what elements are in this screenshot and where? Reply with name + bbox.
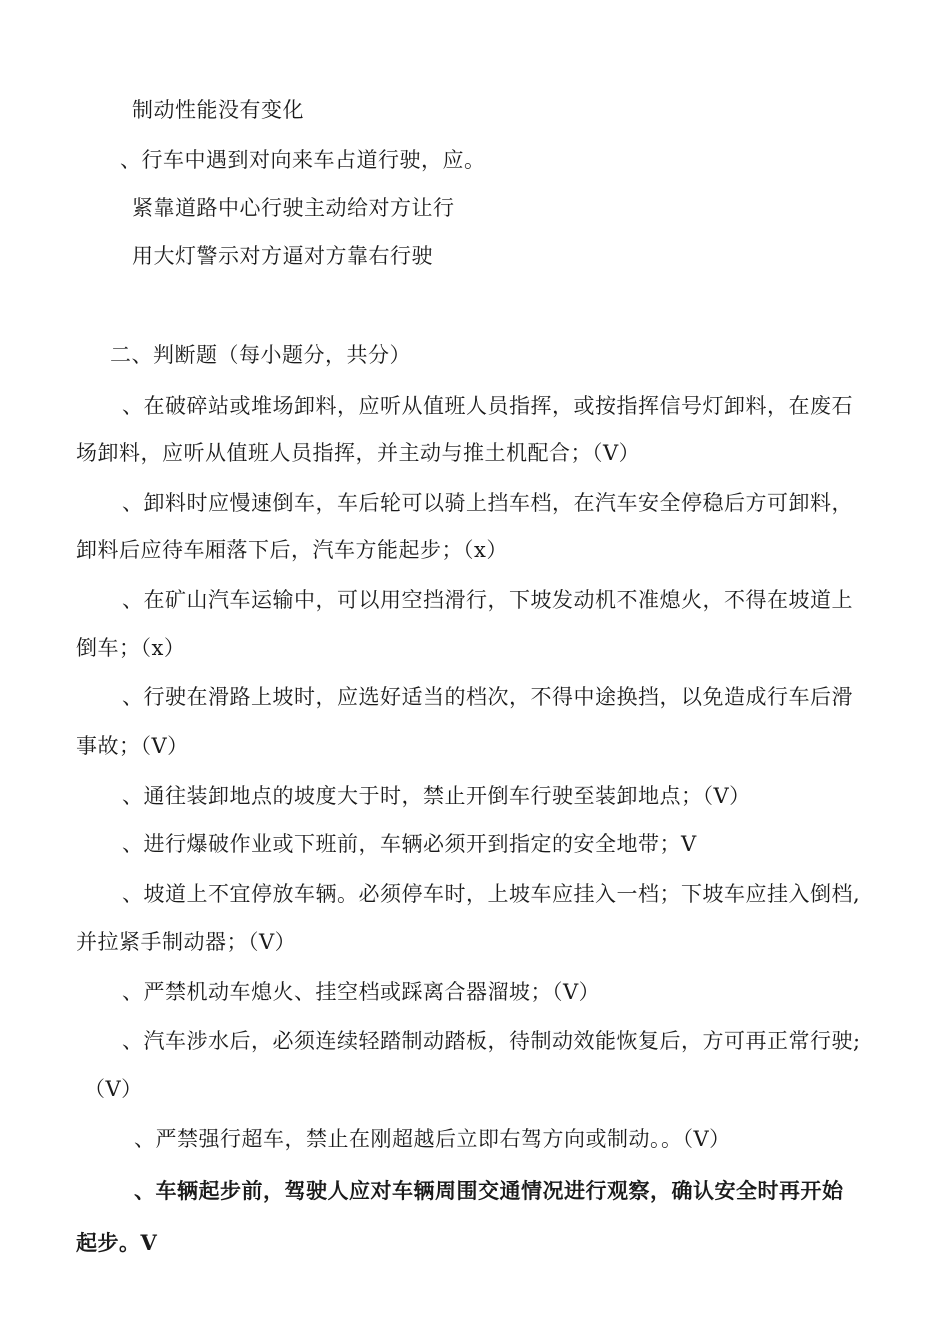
judgment-item-line: 、卸料时应慢速倒车，车后轮可以骑上挡车档，在汽车安全停稳后方可卸料，	[122, 491, 853, 515]
option-text: 制动性能没有变化	[132, 98, 304, 122]
judgment-item-line: 、严禁强行超车，禁止在刚超越后立即右驾方向或制动。。（V）	[134, 1127, 731, 1151]
judgment-item-line: 、通往装卸地点的坡度大于时，禁止开倒车行驶至装卸地点；（V）	[122, 784, 751, 808]
judgment-item-line: 倒车；（x）	[76, 636, 186, 660]
judgment-item-line: 、车辆起步前，驾驶人应对车辆周围交通情况进行观察，确认安全时再开始	[134, 1178, 844, 1203]
option-text: 用大灯警示对方逼对方靠右行驶	[132, 244, 433, 268]
judgment-item-line: （V）	[84, 1077, 143, 1101]
judgment-item-line: 起步。V	[76, 1230, 158, 1255]
section-heading: 二、判断题（每小题分，共分）	[110, 343, 411, 367]
judgment-item-line: 事故；（V）	[76, 734, 189, 758]
judgment-item-line: 、汽车涉水后，必须连续轻踏制动踏板，待制动效能恢复后，方可再正常行驶;	[122, 1029, 861, 1053]
judgment-item-line: 卸料后应待车厢落下后，汽车方能起步；（x）	[76, 538, 508, 562]
judgment-item-line: 并拉紧手制动器；（V）	[76, 930, 297, 954]
question-stem: 、行车中遇到对向来车占道行驶，应。	[120, 148, 486, 172]
judgment-item-line: 、严禁机动车熄火、挂空档或踩离合器溜坡；（V）	[122, 980, 601, 1004]
judgment-item-line: 、坡道上不宜停放车辆。必须停车时，上坡车应挂入一档；下坡车应挂入倒档,	[122, 882, 861, 906]
judgment-item-line: 、行驶在滑路上坡时，应选好适当的档次，不得中途换挡，以免造成行车后滑	[122, 685, 853, 709]
option-text: 紧靠道路中心行驶主动给对方让行	[132, 196, 455, 220]
judgment-item-line: 、在破碎站或堆场卸料，应听从值班人员指挥，或按指挥信号灯卸料，在废石	[122, 394, 853, 418]
judgment-item-line: 、在矿山汽车运输中，可以用空挡滑行，下坡发动机不准熄火，不得在坡道上	[122, 588, 853, 612]
judgment-item-line: 场卸料，应听从值班人员指挥，并主动与推土机配合；（V）	[76, 441, 641, 465]
judgment-item-line: 、进行爆破作业或下班前，车辆必须开到指定的安全地带；V	[122, 832, 697, 856]
